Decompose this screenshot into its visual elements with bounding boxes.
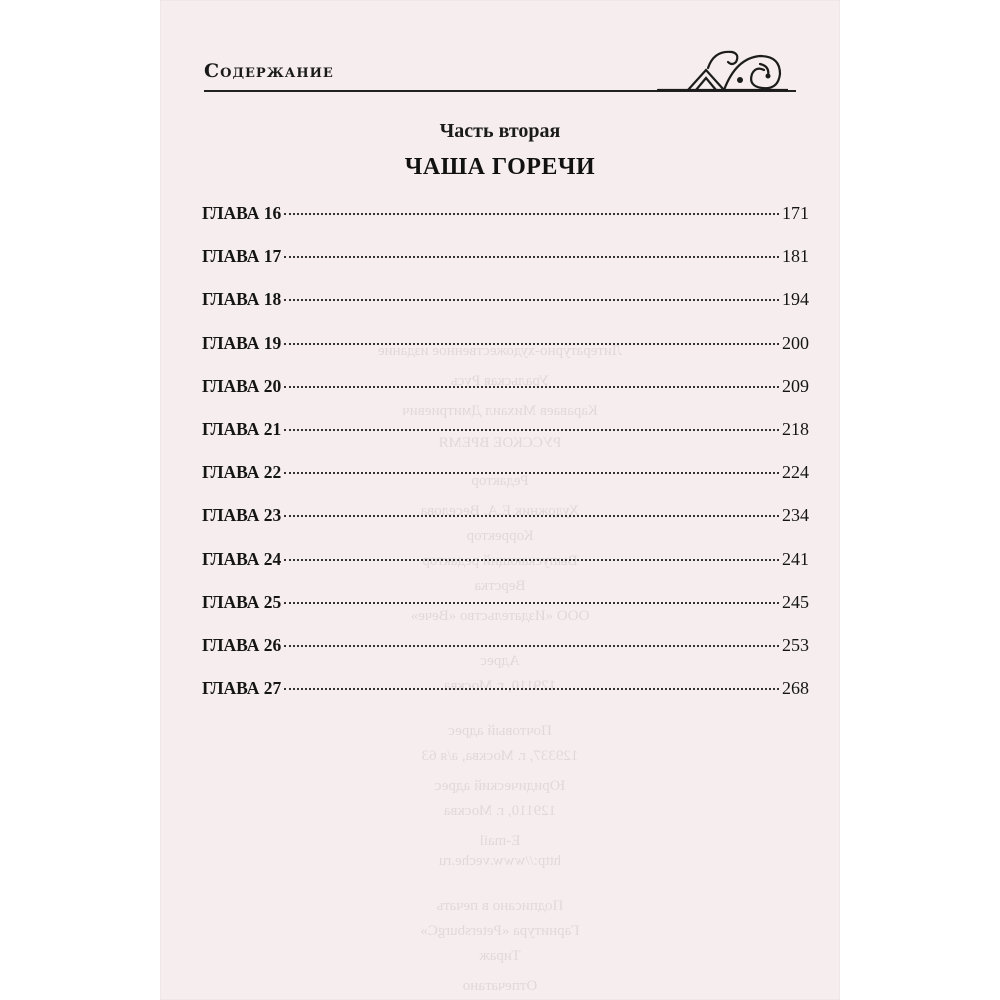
toc-chapter-label: ГЛАВА 24 xyxy=(202,548,282,569)
toc-chapter-label: ГЛАВА 25 xyxy=(202,591,282,612)
toc-entry[interactable] xyxy=(202,635,809,678)
toc-entry[interactable] xyxy=(202,592,809,635)
toc-entry[interactable] xyxy=(202,333,809,376)
toc-chapter-label: ГЛАВА 19 xyxy=(202,332,282,353)
toc-chapter-label: ГЛАВА 16 xyxy=(202,203,282,223)
toc-dot-leader xyxy=(284,645,779,647)
toc-entry[interactable] xyxy=(202,419,809,462)
scroll-ornament-icon xyxy=(648,40,788,100)
part-title: ЧАША ГОРЕЧИ xyxy=(404,154,596,180)
toc-chapter-label: ГЛАВА 20 xyxy=(202,375,282,396)
toc-dot-leader xyxy=(284,472,779,474)
toc-dot-leader xyxy=(284,602,779,604)
toc-chapter-label: ГЛАВА 21 xyxy=(202,418,282,439)
book-page xyxy=(160,0,840,1000)
toc-chapter-label: ГЛАВА 18 xyxy=(202,289,282,310)
toc-chapter-label: ГЛАВА 22 xyxy=(202,462,282,483)
toc-page-number: 234 xyxy=(782,505,809,526)
show-through-text: Литературно-художественное издание Уральская Русь Караваев Михаил Дмитриевич РУССКОЕ ВРЕМЯ Редактор Художник Е.А. Веселова Корректор Выпускающий редактор Верстка ООО «Издательство «Вече» Адрес 129110, г. Москва Почтовый адрес 129337, г. Москва, а/я 63 Юридический адрес 129110, г. Москва E-mail http://www.veche.ru Подписано в печать Гарнитура «PetersburgC» Тираж Отпечатано xyxy=(377,343,623,994)
toc-chapter-label: ГЛАВА 17 xyxy=(202,246,282,267)
toc-page-number: 209 xyxy=(782,375,809,396)
toc-page-number: 200 xyxy=(782,332,809,353)
toc-page-number: 253 xyxy=(782,634,809,655)
toc-dot-leader xyxy=(284,256,779,258)
toc-dot-leader xyxy=(284,559,779,561)
toc-dot-leader xyxy=(284,213,779,215)
part-label: Часть вторая xyxy=(439,120,561,142)
toc-page-number: 224 xyxy=(782,462,809,483)
toc-page-number: 181 xyxy=(782,246,809,267)
running-header xyxy=(204,58,796,98)
toc-chapter-label: ГЛАВА 26 xyxy=(202,634,282,655)
toc-chapter-label: ГЛАВА 23 xyxy=(202,505,282,526)
toc-entry[interactable] xyxy=(202,462,809,505)
toc-page-number: 245 xyxy=(782,591,809,612)
toc-page-number: 194 xyxy=(782,289,809,310)
toc-dot-leader xyxy=(284,386,779,388)
toc-entry[interactable] xyxy=(202,289,809,332)
toc-page-number: 241 xyxy=(782,548,809,569)
header-title: Содержание xyxy=(204,60,334,82)
toc-page-number: 218 xyxy=(782,418,809,439)
toc-entry[interactable] xyxy=(202,203,809,246)
toc-page-number: 268 xyxy=(782,678,809,699)
toc-entry[interactable] xyxy=(202,376,809,419)
toc-dot-leader xyxy=(284,299,779,301)
toc-chapter-label: ГЛАВА 27 xyxy=(202,678,282,699)
table-of-contents xyxy=(202,203,809,721)
toc-dot-leader xyxy=(284,429,779,431)
toc-dot-leader xyxy=(284,688,779,690)
toc-entry[interactable] xyxy=(202,678,809,721)
toc-entry[interactable] xyxy=(202,505,809,548)
toc-page-number: 171 xyxy=(782,203,809,223)
toc-dot-leader xyxy=(284,515,779,517)
toc-dot-leader xyxy=(284,343,779,345)
toc-entry[interactable] xyxy=(202,549,809,592)
toc-entry[interactable] xyxy=(202,246,809,289)
